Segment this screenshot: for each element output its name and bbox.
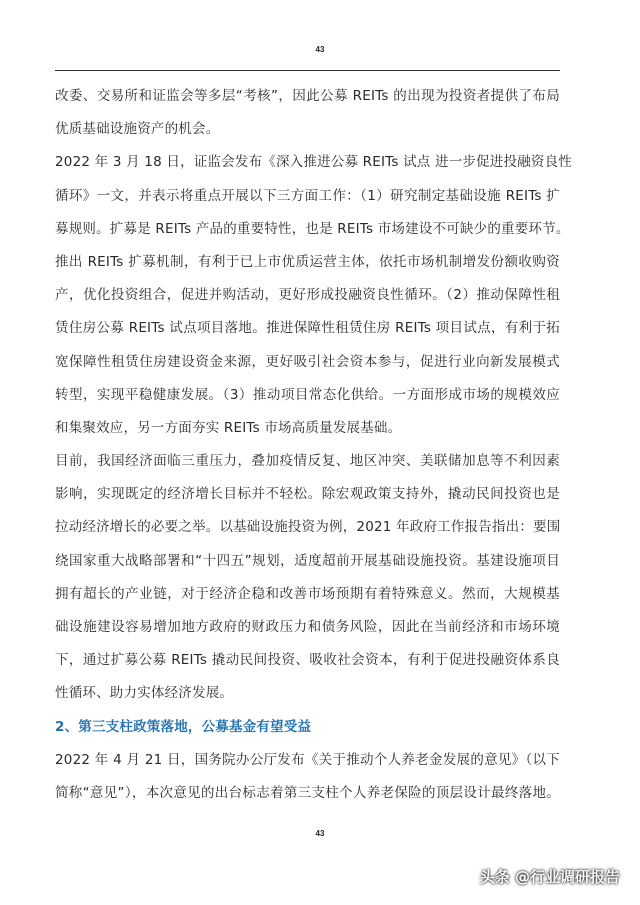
text-line: 推出 REITs 扩募机制，有利于已上市优质运营主体，依托市场机制增发份额收购资	[55, 253, 560, 270]
text-line: 拉动经济增长的必要之举。以基础设施投资为例，2021 年政府工作报告指出：要围	[55, 519, 561, 536]
section-heading: 2、第三支柱政策落地，公募基金有望受益	[55, 718, 312, 735]
text-line: 影响，实现既定的经济增长目标并不轻松。除宏观政策支持外，撬动民间投资也是	[55, 486, 560, 503]
page-number-top: 43	[315, 45, 325, 54]
text-line: 础设施建设容易增加地方政府的财政压力和债务风险，因此在当前经济和市场环境	[55, 619, 560, 635]
text-line: 2022 年 3 月 18 日，证监会发布《深入推进公募 REITs 试点 进一步促进投融资良性	[55, 154, 572, 171]
paragraphs	[55, 80, 572, 711]
text-line: 性循环、助力实体经济发展。	[55, 685, 234, 702]
text-line: 赁住房公募 REITs 试点项目落地。推进保障性租赁住房 REITs 项目试点，有利于拓	[55, 320, 560, 337]
text-line: 拥有超长的产业链，对于经济企稳和改善市场预期有着特殊意义。然而，大规模基	[55, 585, 560, 602]
text-line: 目前，我国经济面临三重压力，叠加疫情反复、地区冲突、美联储加息等不利因素	[55, 453, 560, 470]
text-line: 宽保障性租赁住房建设资金来源，更好吸引社会资本参与，促进行业向新发展模式	[55, 353, 560, 370]
section-paragraph	[55, 744, 560, 810]
text-line: 产，优化投资组合，促进并购活动，更好形成投融资良性循环。（2）推动保障性租	[55, 287, 560, 304]
watermark: 头条 @行业调研报告	[479, 868, 620, 886]
text-line: 绕国家重大战略部署和“十四五”规划，适度超前开展基础设施投资。基建设施项目	[55, 552, 560, 569]
text-line: 循环》一文，并表示将重点开展以下三方面工作：（1）研究制定基础设施 REITs 扩	[55, 187, 560, 204]
text-line: 转型，实现平稳健康发展。（3）推动项目常态化供给。一方面形成市场的规模效应	[55, 386, 560, 403]
text-line: 简称“意见”），本次意见的出台标志着第三支柱个人养老保险的顶层设计最终落地。	[55, 784, 560, 801]
body-text	[55, 80, 572, 810]
text-line: 改委、交易所和证监会等多层“考核”，因此公募 REITs 的出现为投资者提供了布局	[55, 88, 560, 104]
text-line: 2022 年 4 月 21 日，国务院办公厅发布《关于推动个人养老金发展的意见》（以下	[55, 751, 560, 768]
text-line: 募规则。扩募是 REITs 产品的重要特性，也是 REITs 市场建设不可缺少的重要环节。	[55, 220, 570, 237]
text-line: 和集聚效应，另一方面夯实 REITs 市场高质量发展基础。	[55, 419, 402, 436]
text-line: 优质基础设施资产的机会。	[55, 121, 220, 138]
page-number-bottom: 43	[315, 829, 325, 838]
header-rule	[55, 70, 560, 71]
text-line: 下，通过扩募公募 REITs 撬动民间投资、吸收社会资本，有利于促进投融资体系良	[55, 652, 560, 669]
